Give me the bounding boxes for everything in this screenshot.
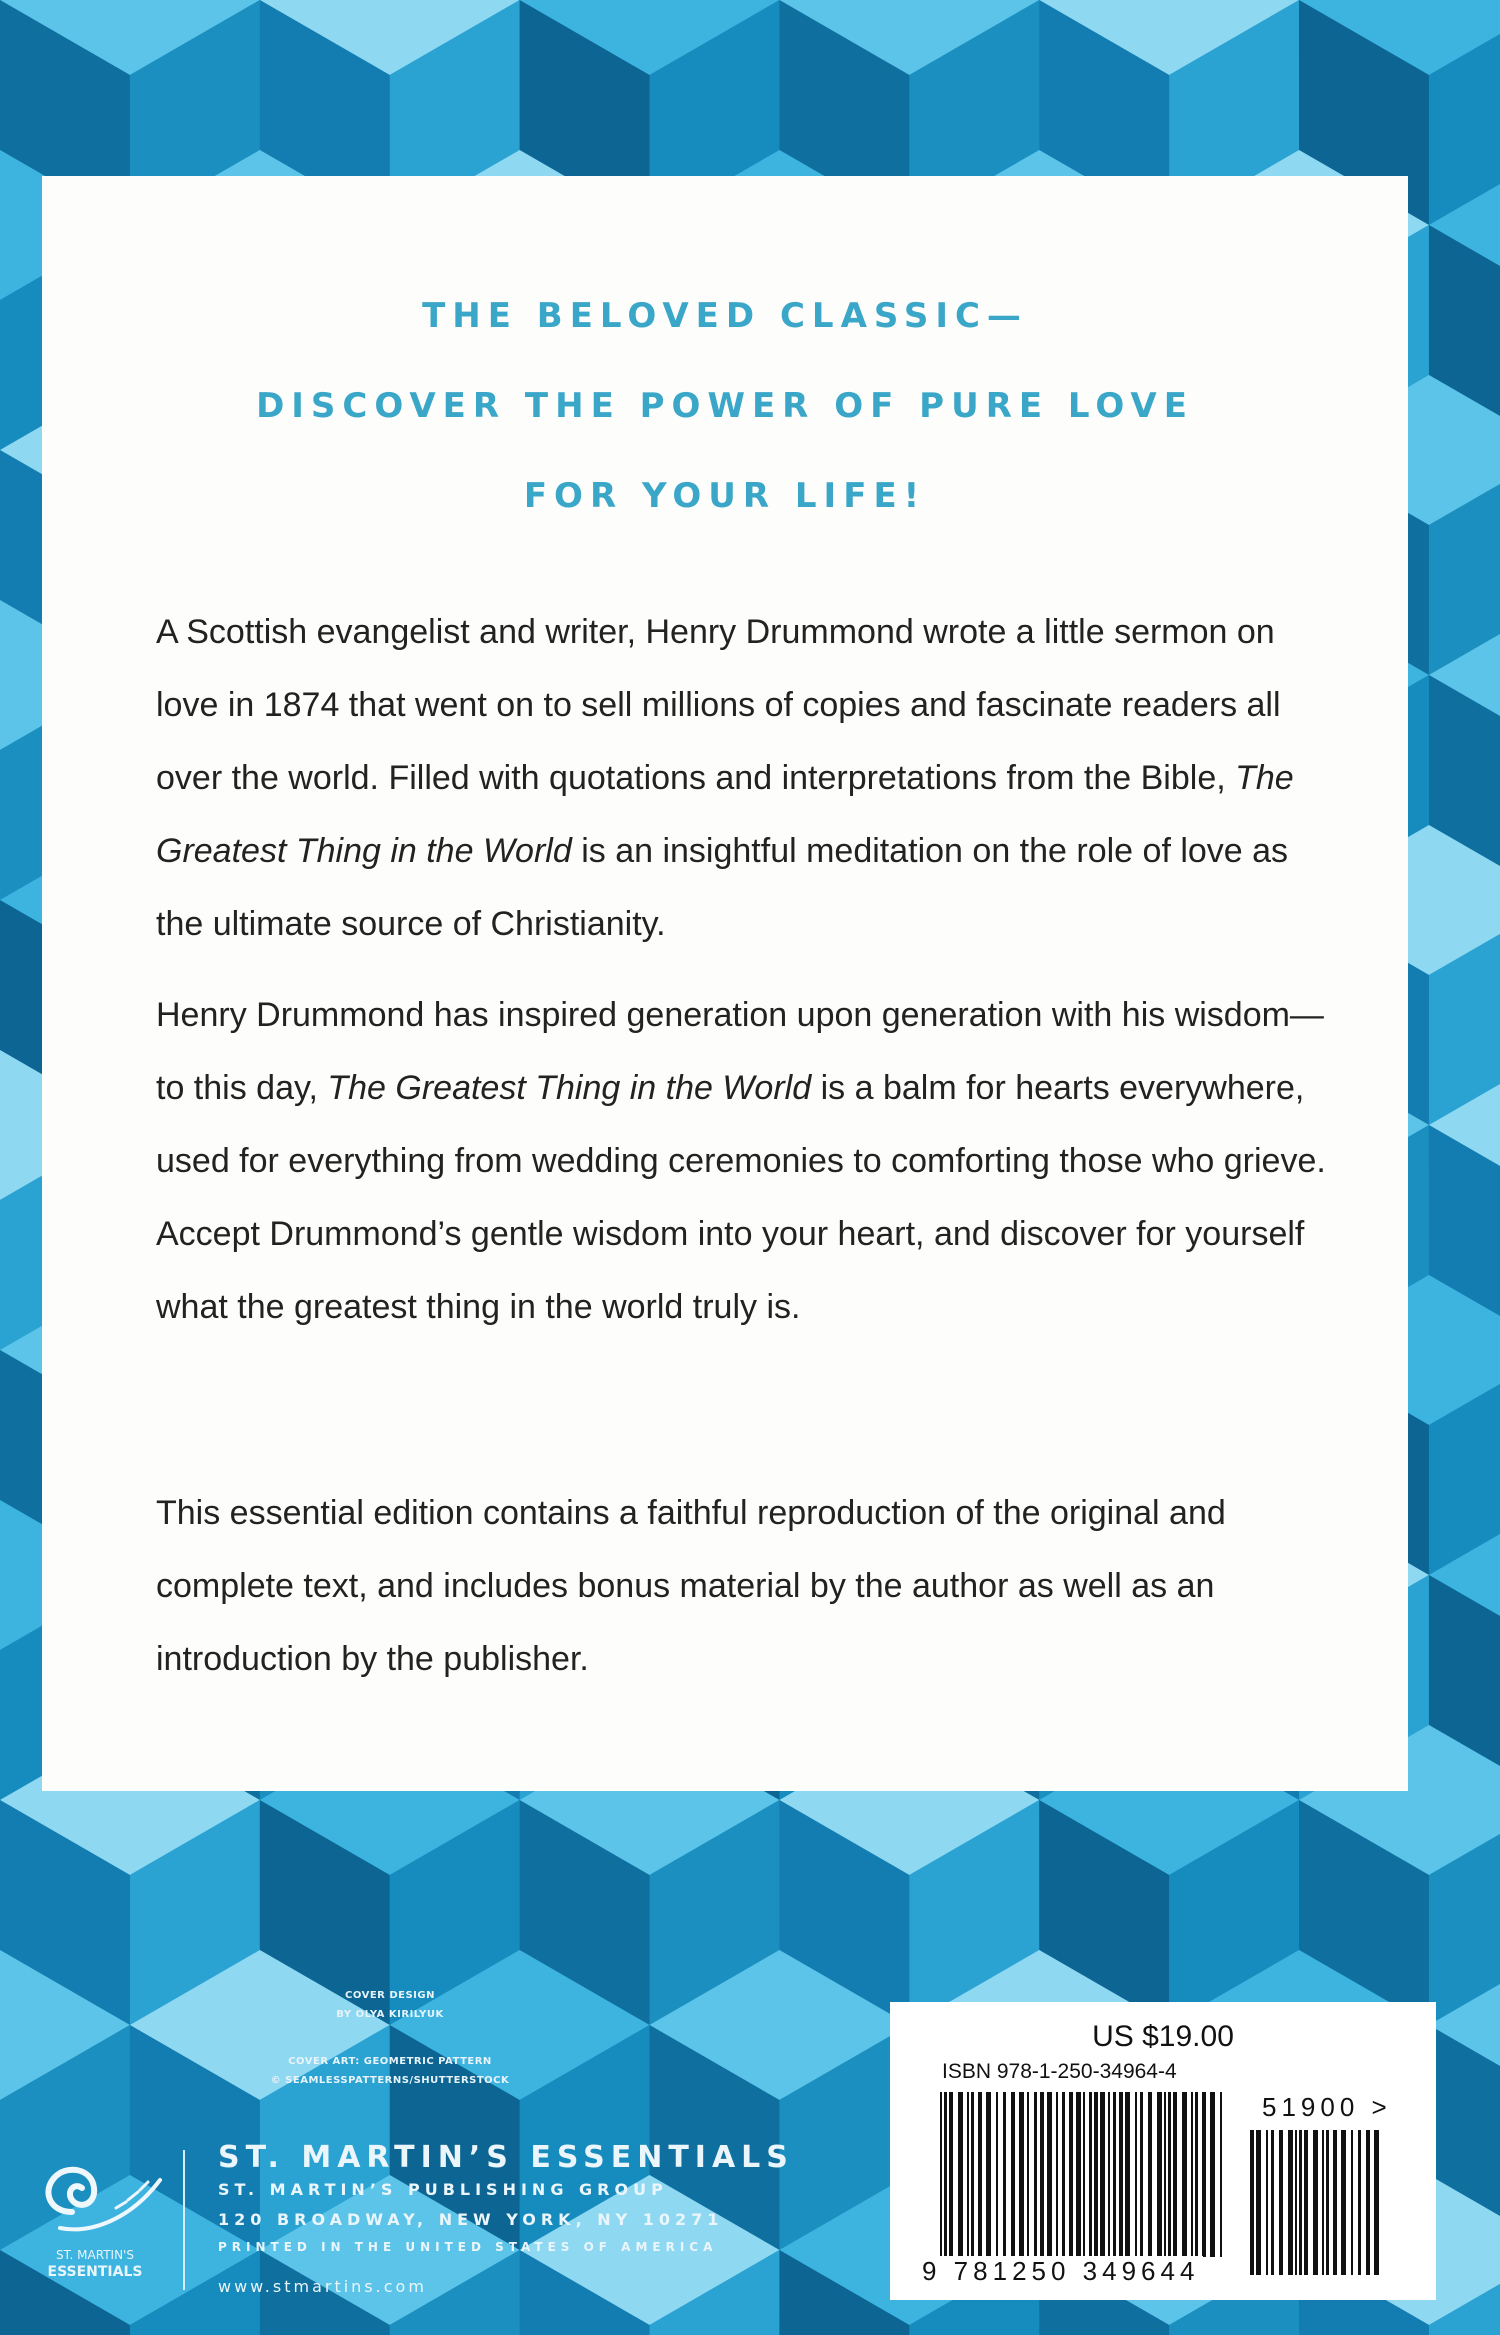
barcode-bar [1040,2092,1044,2257]
cover-art-credit [270,2056,510,2086]
credit-line: COVER DESIGN [345,1990,435,2001]
barcode-bar [1100,2092,1105,2257]
barcode-bar [1202,2092,1206,2257]
imprint-address: 120 BROADWAY, NEW YORK, NY 10271 [218,2210,724,2229]
barcode-bar [1019,2092,1024,2257]
barcode-bar [1003,2092,1006,2257]
description-paragraph-1 [156,596,1336,961]
barcode-bar [1027,2092,1029,2257]
barcode-bar [1220,2092,1222,2257]
barcode-bar [1351,2130,1353,2275]
barcode-bar [1182,2092,1187,2257]
barcode-bar [1168,2092,1171,2257]
imprint-printed: PRINTED IN THE UNITED STATES OF AMERICA [218,2240,718,2254]
barcode-bar [1256,2130,1261,2275]
barcode-bar [1266,2130,1268,2275]
credit-line: COVER ART: GEOMETRIC PATTERN [288,2056,492,2067]
description-paragraph-2 [156,979,1336,1344]
barcode-bar [1069,2092,1073,2257]
barcode-bar [1341,2130,1346,2275]
barcode-bar [1191,2092,1193,2257]
barcode-bar [1034,2092,1037,2257]
headline-line-1: THE BELOVED CLASSIC— [422,296,1028,336]
barcode-bar [1358,2130,1361,2275]
barcode-bar [967,2092,969,2257]
barcode-bar [978,2092,982,2257]
barcode-bar [1125,2092,1130,2257]
cover-design-credit [300,1990,480,2020]
barcode-bar [1333,2130,1337,2275]
barcode-bar [1313,2130,1318,2275]
publisher-url: www.stmartins.com [218,2277,427,2296]
barcode-bar [1108,2092,1110,2257]
barcode-bar [1157,2092,1162,2257]
barcode-bar [944,2092,947,2257]
barcode-bar [971,2092,974,2257]
barcode-bar [1271,2130,1274,2275]
barcode-label [890,2002,1436,2300]
book-title: The Greatest Thing in the World [327,1069,812,1107]
book-title: The Greatest Thing in the World [156,759,1294,870]
barcode-bar [1173,2092,1177,2257]
barcode-bar [1148,2092,1152,2257]
publisher-logo [20,2150,170,2290]
paragraph-text: Henry Drummond has inspired generation upon generation with his wisdom—to this day, [156,996,1324,1107]
divider [183,2150,185,2290]
description-panel [42,176,1408,1791]
barcode-bar [949,2092,953,2257]
spiral-wave-icon [20,2150,170,2240]
barcode-bar [1374,2130,1379,2275]
barcode-bar [1326,2130,1329,2275]
logo-line-1: ST. MARTIN'S [56,2248,134,2262]
barcode-bar [1047,2092,1052,2257]
barcode-bar [1279,2130,1283,2275]
paragraph-text: A Scottish evangelist and writer, Henry Drummond wrote a little sermon on love in 1874 that went on to sell millions of copies and fascinate readers all over the world. Filled with quotations and interpretations from the Bible, [156,613,1281,797]
imprint-group: ST. MARTIN’S PUBLISHING GROUP [218,2180,668,2199]
barcode-bar [940,2092,942,2257]
barcode-bar [1195,2092,1198,2257]
credit-line: © SEAMLESSPATTERNS/SHUTTERSTOCK [270,2075,510,2086]
barcode-bar [1076,2092,1081,2257]
barcode-bar [1210,2092,1215,2257]
barcode-bar [1366,2130,1370,2275]
barcode-bar [986,2092,991,2257]
credit-line: BY OLYA KIRILYUK [336,2009,444,2020]
price-code: 51900 > [1262,2092,1392,2122]
barcode-bar [1089,2092,1092,2257]
barcode-bar [1135,2092,1137,2257]
barcode-bar [1094,2092,1098,2257]
ean-barcode [940,2092,1230,2262]
headline-line-2: DISCOVER THE POWER OF PURE LOVE [256,386,1194,426]
barcode-bar [1295,2130,1297,2275]
barcode-bar [1011,2092,1015,2257]
barcode-bar [1299,2130,1302,2275]
imprint-name: ST. MARTIN’S ESSENTIALS [218,2140,794,2175]
logo-line-2: ESSENTIALS [47,2264,143,2280]
headline-line-3: FOR YOUR LIFE! [523,476,927,516]
barcode-bar [996,2092,998,2257]
barcode-bar [1322,2130,1324,2275]
barcode-bar [1119,2092,1123,2257]
barcode-bar [1113,2092,1116,2257]
isbn: ISBN 978-1-250-34964-4 [942,2060,1177,2083]
barcode-bar [1164,2092,1166,2257]
description-paragraph-3: This essential edition contains a faithful reproduction of the original and complete text, and includes bonus material by the author as well as an introduction by the publisher. [156,1494,1226,1678]
barcode-bar [1288,2130,1293,2275]
paragraph-text: is a balm for hearts everywhere, used for everything from wedding ceremonies to comforting those who grieve. Accept Drummond’s gentle wisdom into your heart, and discover for yourself what the greatest thing in the world truly is. [156,1069,1326,1326]
price: US $19.00 [1092,2020,1234,2053]
barcode-bar [1250,2130,1254,2275]
barcode-bar [1056,2092,1058,2257]
price-addon-barcode [1250,2130,1380,2280]
barcode-bar [1304,2130,1308,2275]
ean-digits: 9 781250 349644 [918,2256,1203,2287]
barcode-bar [958,2092,963,2257]
barcode-bar [1140,2092,1143,2257]
paragraph-text: is an insightful meditation on the role of love as the ultimate source of Christianity. [156,832,1289,943]
barcode-bar [1062,2092,1065,2257]
barcode-bar [1083,2092,1085,2257]
